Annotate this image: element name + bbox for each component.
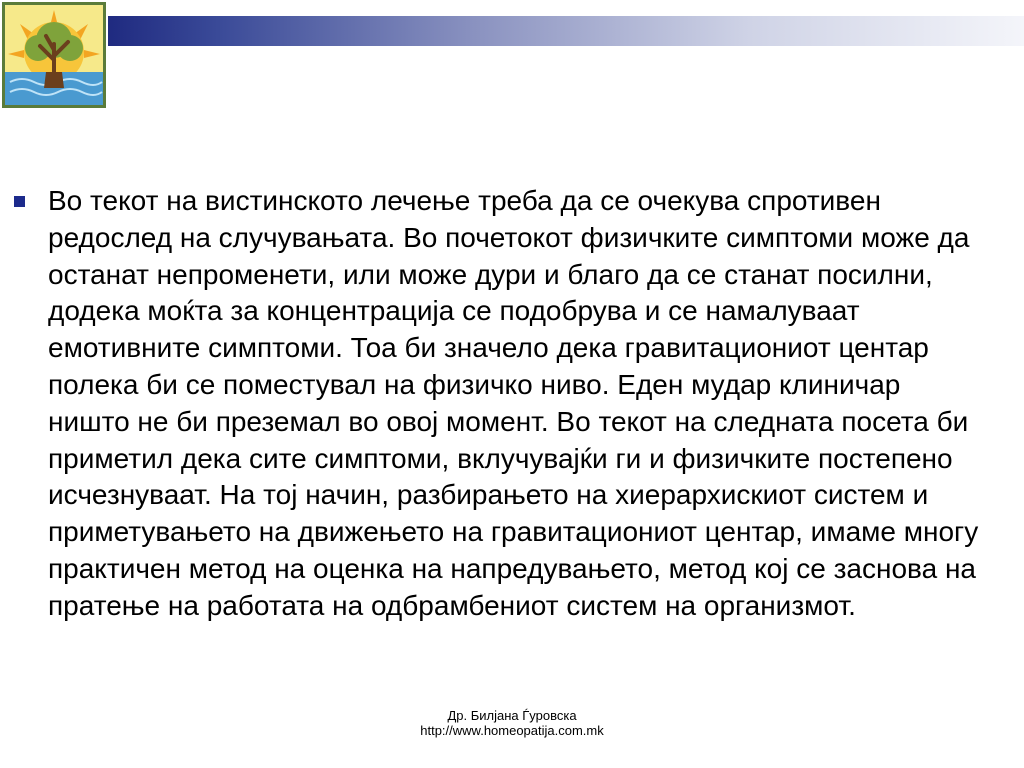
slide-content — [14, 183, 1004, 625]
body-text: Во текот на вистинското лечење треба да се очекува спротивен редослед на случувањата. Во почетокот физичките симптоми може да останат непроменети, или може дури и благо да се станат посилни, додека моќта за концентрација се подобрува и се намалуваат емотивните симптоми. Тоа би значело дека гравитациониот центар полека би се поместувал на физичко ниво. Еден мудар клиничар ништо не би преземал во овој момент. Во текот на следната посета би приметил дека сите симптоми, вклучувајќи ги и физичките постепено исчезнуваат. На тој начин, разбирањето на хиерархискиот систем и приметувањето на движењето на гравитациониот центар, имаме многу практичен метод на оценка на напредувањето, метод кој се заснова на пратење на работата на одбрамбениот систем на организмот. — [48, 185, 979, 621]
square-bullet-icon — [14, 196, 25, 207]
footer — [380, 708, 644, 738]
bullet-item — [14, 183, 1004, 625]
footer-url[interactable]: http://www.homeopatija.com.mk — [420, 723, 604, 738]
header-gradient-bar — [108, 16, 1024, 46]
footer-author: Др. Билјана Ѓуровска — [447, 708, 577, 723]
tree-sun-logo-icon — [2, 2, 106, 108]
